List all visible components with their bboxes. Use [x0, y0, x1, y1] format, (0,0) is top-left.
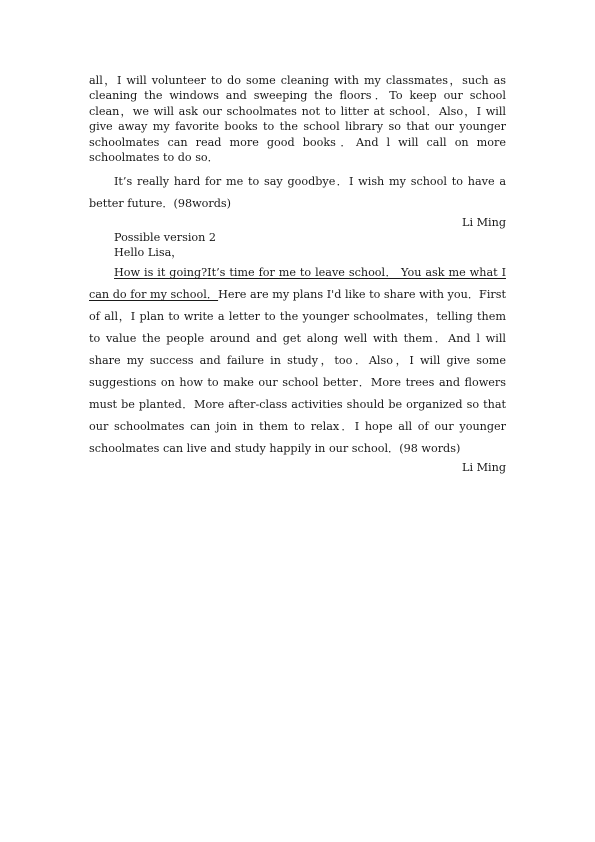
page-content	[89, 73, 506, 475]
letter1-signature: Li Ming	[462, 216, 506, 230]
version-heading: Possible version 2	[114, 231, 217, 245]
letter1-paragraph2: It’s really hard for me to say goodbye．I wish my school to have a better future．(98words)	[89, 175, 506, 211]
letter2-body: Here are my plans I'd like to share with you．First of all，I plan to write a letter to the younger schoolmates，telling them to value the people around and get along well with them．And l will share my success and failure in study，too．Also，I will give some suggestions on how to make our school better．More trees and flowers must be planted．More after-class activities should be organized so that our schoolmates can join in them to relax．I hope all of our younger schoolmates can live and study happily in our school．(98 words)	[89, 288, 506, 456]
letter2-signature: Li Ming	[462, 461, 506, 475]
underlined-statement: It’s time for me to leave school． You ask me what I can do for my school．	[89, 266, 506, 302]
greeting: Hello Lisa，	[114, 246, 183, 260]
letter1-paragraph1: all，I will volunteer to do some cleaning with my classmates，such as cleaning the windows and sweeping the floors．To keep our school clean，we will ask our schoolmates not to litter at school．Also，I will give away my favorite books to the school library so that our younger schoolmates can read more good books．And l will call on more schoolmates to do so．	[89, 74, 506, 165]
underlined-question: How is it going?	[114, 266, 208, 280]
letter2-paragraph	[89, 262, 506, 460]
